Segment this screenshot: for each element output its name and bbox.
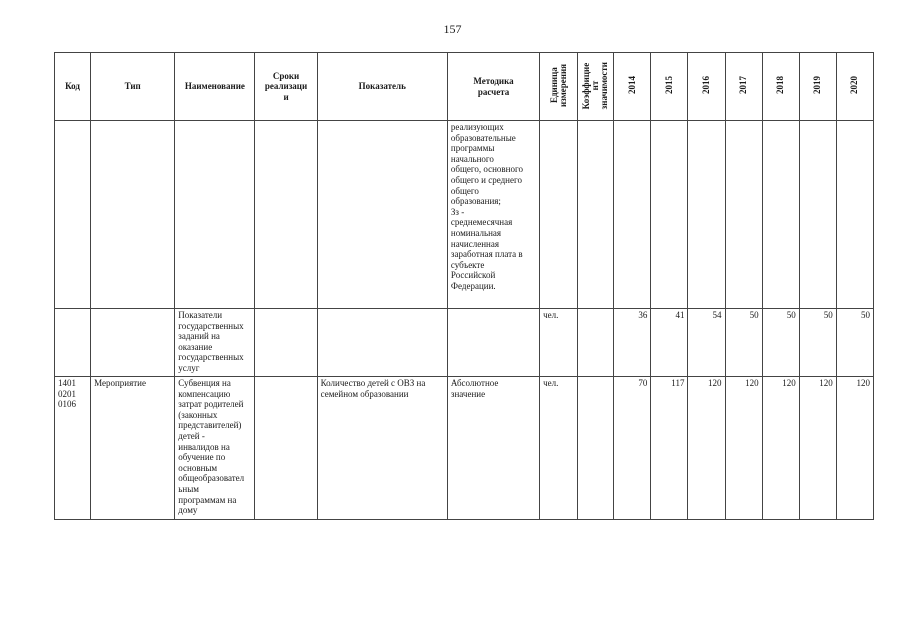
cell-empty <box>91 121 175 309</box>
cell-empty <box>540 121 578 309</box>
cell-empty <box>614 121 651 309</box>
cell-empty <box>578 121 614 309</box>
cell-kod: 1401 0201 0106 <box>55 377 91 520</box>
header-edinica-text: Единица измерения <box>548 63 568 107</box>
header-year-text: 2017 <box>738 76 749 95</box>
cell-value: 120 <box>725 377 762 520</box>
cell-empty <box>317 309 447 377</box>
header-tip: Тип <box>91 53 175 121</box>
cell-edinica: чел. <box>540 309 578 377</box>
page-number: 157 <box>443 22 462 36</box>
cell-metodika: реализующих образовательные программы начального общего, основного общего и среднего общего образования; Зз - среднемесячная номинальная начисленная заработная плата в субъекте Российской Федерации. <box>447 121 539 309</box>
cell-edinica: чел. <box>540 377 578 520</box>
header-koeff <box>578 53 614 121</box>
cell-naimenovanie: Показатели государственных заданий на оказание государственных услуг <box>175 309 255 377</box>
cell-tip: Мероприятие <box>91 377 175 520</box>
header-year <box>651 53 688 121</box>
cell-empty <box>175 121 255 309</box>
cell-value: 50 <box>836 309 873 377</box>
cell-value: 120 <box>836 377 873 520</box>
cell-empty <box>255 309 317 377</box>
header-year-text: 2020 <box>849 76 860 95</box>
header-row <box>55 53 874 121</box>
cell-value: 50 <box>799 309 836 377</box>
cell-empty <box>578 309 614 377</box>
header-metodika: Методика расчета <box>447 53 539 121</box>
cell-empty <box>55 121 91 309</box>
header-pokazatel: Показатель <box>317 53 447 121</box>
cell-empty <box>317 121 447 309</box>
cell-value: 54 <box>688 309 725 377</box>
cell-value: 70 <box>614 377 651 520</box>
header-year-text: 2018 <box>775 76 786 95</box>
cell-empty <box>762 121 799 309</box>
header-koeff-text: Коэффицие нт значимости <box>581 61 610 109</box>
table-row <box>55 121 874 309</box>
cell-value: 41 <box>651 309 688 377</box>
table-row <box>55 377 874 520</box>
header-year <box>762 53 799 121</box>
cell-empty <box>725 121 762 309</box>
cell-naimenovanie: Субвенция на компенсацию затрат родителей (законных представителей) детей - инвалидов на обучение по основным общеобразовател ьным программам на дому <box>175 377 255 520</box>
program-table <box>54 52 874 520</box>
cell-empty <box>91 309 175 377</box>
cell-empty <box>578 377 614 520</box>
cell-value: 50 <box>762 309 799 377</box>
header-year-text: 2014 <box>626 76 637 95</box>
header-year <box>614 53 651 121</box>
cell-value: 50 <box>725 309 762 377</box>
cell-value: 120 <box>799 377 836 520</box>
header-year-text: 2015 <box>663 76 674 95</box>
header-year <box>836 53 873 121</box>
header-naimenovanie: Наименование <box>175 53 255 121</box>
table-row <box>55 309 874 377</box>
cell-empty <box>255 121 317 309</box>
cell-empty <box>799 121 836 309</box>
cell-value: 120 <box>762 377 799 520</box>
cell-pokazatel: Количество детей с ОВЗ на семейном образовании <box>317 377 447 520</box>
header-edinica <box>540 53 578 121</box>
cell-value: 120 <box>688 377 725 520</box>
cell-empty <box>255 377 317 520</box>
cell-value: 117 <box>651 377 688 520</box>
cell-empty <box>836 121 873 309</box>
header-year <box>799 53 836 121</box>
cell-empty <box>55 309 91 377</box>
header-year <box>725 53 762 121</box>
header-sroki: Сроки реализаци и <box>255 53 317 121</box>
cell-empty <box>688 121 725 309</box>
header-year <box>688 53 725 121</box>
header-year-text: 2016 <box>700 76 711 95</box>
cell-metodika: Абсолютное значение <box>447 377 539 520</box>
header-kod: Код <box>55 53 91 121</box>
header-year-text: 2019 <box>812 76 823 95</box>
cell-value: 36 <box>614 309 651 377</box>
cell-empty <box>651 121 688 309</box>
cell-empty <box>447 309 539 377</box>
